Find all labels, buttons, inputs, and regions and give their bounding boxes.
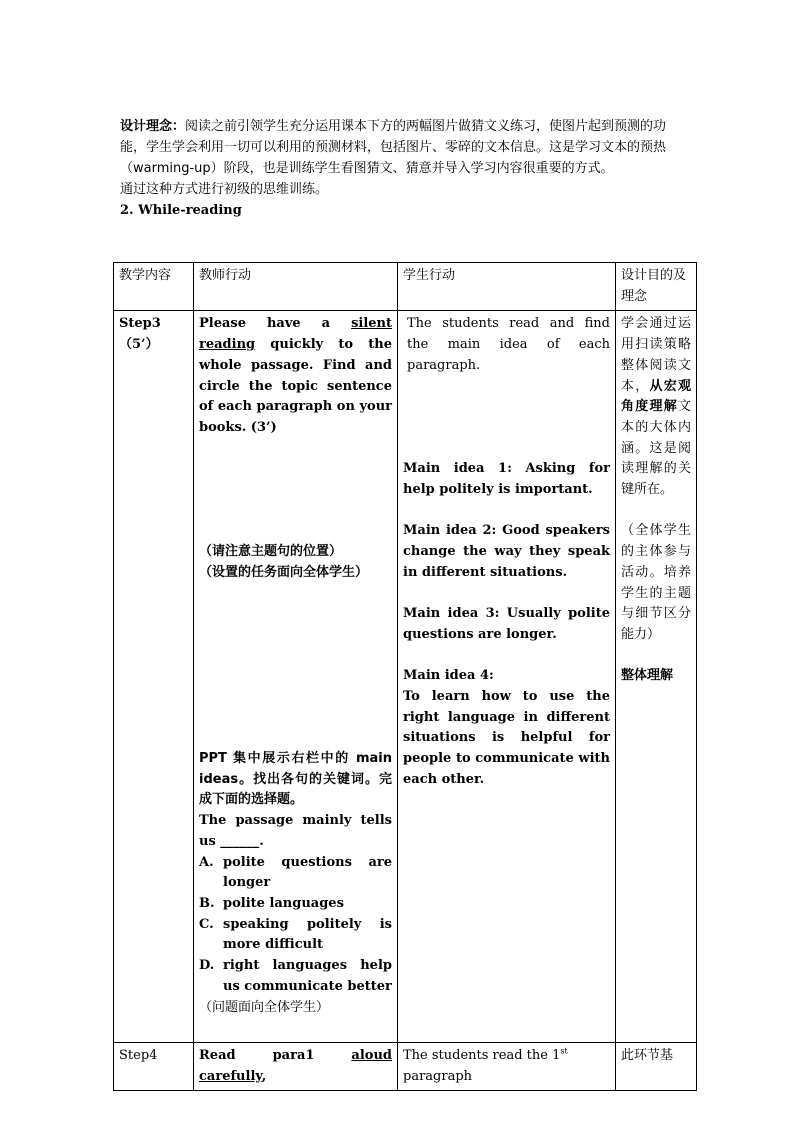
main-idea-3: Main idea 3: Usually polite questions are longer. [403,606,610,642]
table-header-row [114,263,697,311]
step3-design-p3: 整体理解 [621,668,674,684]
main-idea-4-label: Main idea 4: [403,668,494,684]
main-idea-2: Main idea 2: Good speakers change the way they speak in different situations. [403,523,610,580]
step4-design: 此环节基 [616,1042,697,1090]
design-concept-label: 设计理念： [120,119,186,134]
step3-teacher-cell [194,311,398,1042]
step3-teacher-note3: （问题面向全体学生） [199,999,330,1015]
step3-teacher-ppt: PPT 集中展示右栏中的 main ideas。找出各句的关键词。完成下面的选择题。 [199,751,392,808]
step3-teacher-question: The passage mainly tells us ______. [199,813,392,849]
step4-student: The students read the 1st paragraph [398,1042,616,1090]
design-concept-text: 阅读之前引领学生充分运用课本下方的两幅图片做猜文义练习，使图片起到预测的功能，学生学会利用一切可以利用的预测材料，包括图片、零碎的文本信息。这是学习文本的预热（warming-up）阶段，也是训练学生看图猜文、猜意并导入学习内容很重要的方式。 [120,119,667,176]
option-c: C. speaking politely is more difficult [199,916,392,953]
step4-teacher: Read para1 aloud carefully, [194,1042,398,1090]
main-idea-4-text: To learn how to use the right language in different situations is helpful for people to communicate with each other. [403,688,610,787]
design-concept-line2: 通过这种方式进行初级的思维训练。 [120,182,329,197]
step3-teacher-note1: （请注意主题句的位置） [199,544,343,560]
lesson-plan-table [113,262,697,1091]
table-row-step3 [114,311,697,1042]
header-content: 教学内容 [114,263,194,311]
section-title: 2. While-reading [120,203,242,218]
step3-design-cell [616,311,697,1042]
step3-student-cell [398,311,616,1042]
step3-design-p1: 学会通过运用扫读策略整体阅读文本，从宏观角度理解文本的大体内涵。这是阅读理解的关键所在。 [621,316,691,498]
step3-label: Step3（5’） [114,311,194,1042]
step4-label: Step4 [114,1042,194,1090]
header-teacher: 教师行动 [194,263,398,311]
header-student: 学生行动 [398,263,616,311]
intro-block [120,116,680,221]
step3-teacher-note2: （设置的任务面向全体学生） [199,564,369,580]
step3-design-p2: （全体学生的主体参与活动。培养学生的主题与细节区分能力） [621,523,691,642]
step3-teacher-instruction: Please have a silent reading quickly to the whole passage. Find and circle the topic sentence of each paragraph on your books. (3’) [199,316,392,435]
table-row-step4 [114,1042,697,1090]
design-concept [120,116,680,179]
main-idea-1: Main idea 1: Asking for help politely is important. [403,461,610,497]
option-d: D. right languages help us communicate better [199,958,392,994]
option-a: A. polite questions are longer [199,854,392,891]
step3-student-intro: The students read and find the main idea of each paragraph. [407,316,610,373]
header-design: 设计目的及理念 [616,263,697,311]
option-b: B. polite languages [199,895,344,911]
